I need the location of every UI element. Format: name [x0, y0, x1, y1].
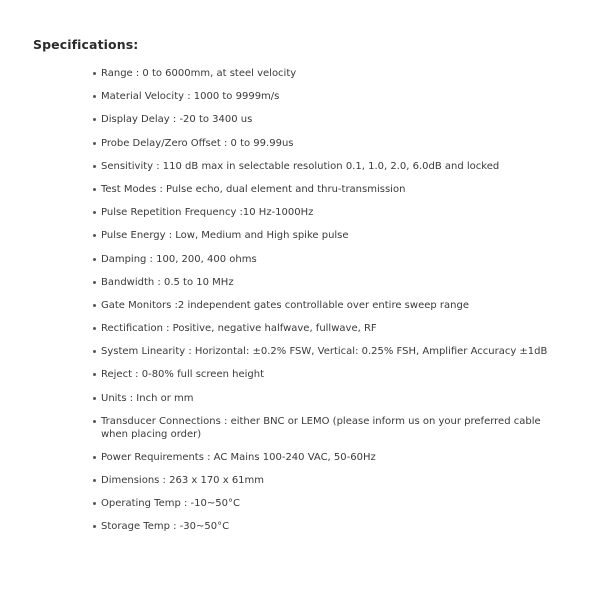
spec-text: Probe Delay/Zero Offset : 0 to 99.99us [101, 137, 294, 149]
spec-text: Material Velocity : 1000 to 9999m/s [101, 91, 280, 103]
bullet-icon [93, 327, 96, 330]
spec-text: Display Delay : -20 to 3400 us [101, 114, 253, 126]
spec-item-pulse-energy [90, 229, 560, 242]
spec-item-display-delay [90, 113, 560, 126]
spec-item-pulse-repetition-frequency [90, 206, 560, 219]
bullet-icon [93, 304, 96, 307]
spec-item-transducer-connections [90, 415, 560, 441]
bullet-icon [93, 502, 96, 505]
spec-item-damping [90, 253, 560, 266]
spec-item-bandwidth [90, 276, 560, 289]
spec-text: Bandwidth : 0.5 to 10 MHz [101, 276, 234, 288]
spec-item-operating-temp [90, 497, 560, 510]
spec-text: Gate Monitors :2 independent gates controllable over entire sweep range [101, 299, 469, 311]
spec-text: Transducer Connections : either BNC or LEMO (please inform us on your preferred cable when placing order) [101, 415, 541, 440]
bullet-icon [93, 420, 96, 423]
spec-text: Power Requirements : AC Mains 100-240 VAC, 50-60Hz [101, 451, 376, 463]
bullet-icon [93, 525, 96, 528]
bullet-icon [93, 397, 96, 400]
bullet-icon [93, 281, 96, 284]
spec-text: Reject : 0-80% full screen height [101, 369, 264, 381]
bullet-icon [93, 211, 96, 214]
spec-item-range [90, 67, 560, 80]
bullet-icon [93, 350, 96, 353]
specifications-list [90, 67, 560, 544]
spec-text: Damping : 100, 200, 400 ohms [101, 253, 257, 265]
bullet-icon [93, 234, 96, 237]
spec-text: Pulse Energy : Low, Medium and High spike pulse [101, 230, 349, 242]
spec-text: Pulse Repetition Frequency :10 Hz-1000Hz [101, 207, 314, 219]
spec-item-storage-temp [90, 520, 560, 533]
bullet-icon [93, 258, 96, 261]
spec-text: System Linearity : Horizontal: ±0.2% FSW, Vertical: 0.25% FSH, Amplifier Accuracy ±1dB [101, 346, 548, 358]
spec-text: Sensitivity : 110 dB max in selectable resolution 0.1, 1.0, 2.0, 6.0dB and locked [101, 160, 500, 172]
spec-item-dimensions [90, 474, 560, 487]
spec-item-sensitivity [90, 160, 560, 173]
spec-item-gate-monitors [90, 299, 560, 312]
spec-text: Dimensions : 263 x 170 x 61mm [101, 475, 265, 486]
spec-item-reject [90, 368, 560, 381]
spec-item-test-modes [90, 183, 560, 196]
bullet-icon [93, 479, 96, 482]
spec-text: Storage Temp : -30~50°C [101, 521, 230, 533]
bullet-icon [93, 165, 96, 168]
spec-item-rectification [90, 322, 560, 335]
spec-text: Rectification : Positive, negative halfwave, fullwave, RF [101, 323, 377, 335]
bullet-icon [93, 72, 96, 75]
bullet-icon [93, 118, 96, 121]
bullet-icon [93, 95, 96, 98]
bullet-icon [93, 456, 96, 459]
spec-text: Test Modes : Pulse echo, dual element and thru-transmission [101, 183, 406, 195]
spec-item-units [90, 392, 560, 405]
bullet-icon [93, 188, 96, 191]
spec-item-system-linearity [90, 345, 560, 358]
bullet-icon [93, 142, 96, 145]
spec-text: Range : 0 to 6000mm, at steel velocity [101, 68, 297, 79]
spec-text: Units : Inch or mm [101, 392, 194, 404]
spec-text: Operating Temp : -10~50°C [101, 498, 240, 510]
spec-item-probe-delay [90, 137, 560, 150]
bullet-icon [93, 373, 96, 376]
specifications-heading: Specifications: [33, 37, 139, 52]
spec-item-power-requirements [90, 451, 560, 464]
spec-item-material-velocity [90, 90, 560, 103]
